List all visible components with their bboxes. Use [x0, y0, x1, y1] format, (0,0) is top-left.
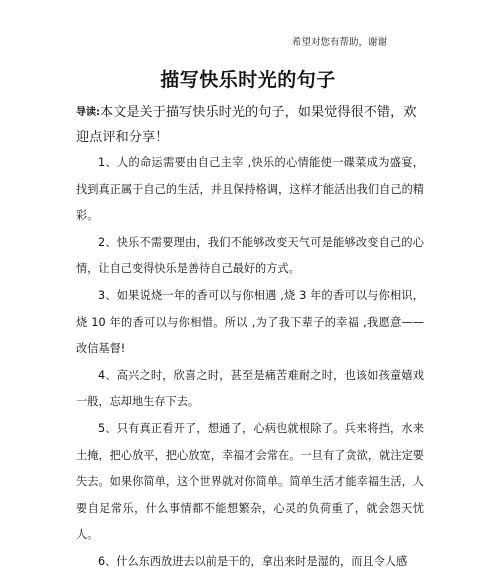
paragraph-4: 4、高兴之时，欣喜之时，甚至是痛苦难耐之时，也该如孩童嬉戏一般，忘却地生存下去。 — [76, 368, 424, 409]
intro-label: 导读: — [76, 107, 100, 118]
paragraph-2: 2、快乐不需要理由，我们不能够改变天气可是能够改变自己的心情，让自己变得快乐是善待自己最好的方式。 — [76, 235, 424, 276]
paragraph-6: 6、什么东西放进去以前是干的，拿出来时是湿的，而且令人感 — [98, 554, 408, 568]
intro-block — [76, 100, 420, 150]
paragraph-1: 1、人的命运需要由自己主宰 ,快乐的心情能使一碟菜成为盛宴，找到真正属于自己的生活，并且保持格调，这样才能活出我们自己的精彩。 — [76, 156, 424, 223]
document-title: 描写快乐时光的句子 — [160, 69, 336, 91]
intro-text: 本文是关于描写快乐时光的句子，如果觉得很不错，欢迎点评和分享！ — [76, 105, 417, 145]
paragraph-5: 5、只有真正看开了，想通了，心病也就根除了。兵来将挡，水来土掩，把心放平，把心放宽，幸福才会常在。一旦有了贪欲，就注定要失去。如果你简单，这个世界就对你简单。简单生活才能幸福生活，人要自足常乐，什么事情都不能想繁杂，心灵的负荷重了，就会怨天忧人。 — [76, 421, 424, 542]
paragraph-list — [76, 150, 424, 576]
paragraph-3: 3、如果说烧一年的香可以与你相遇 ,烧 3 年的香可以与你相识，烧 10 年的香可以与你相惜。所以 ,为了我下辈子的幸福 ,我愿意——改信基督! — [76, 288, 424, 356]
header-note: 希望对您有帮助，谢谢 — [292, 37, 388, 48]
